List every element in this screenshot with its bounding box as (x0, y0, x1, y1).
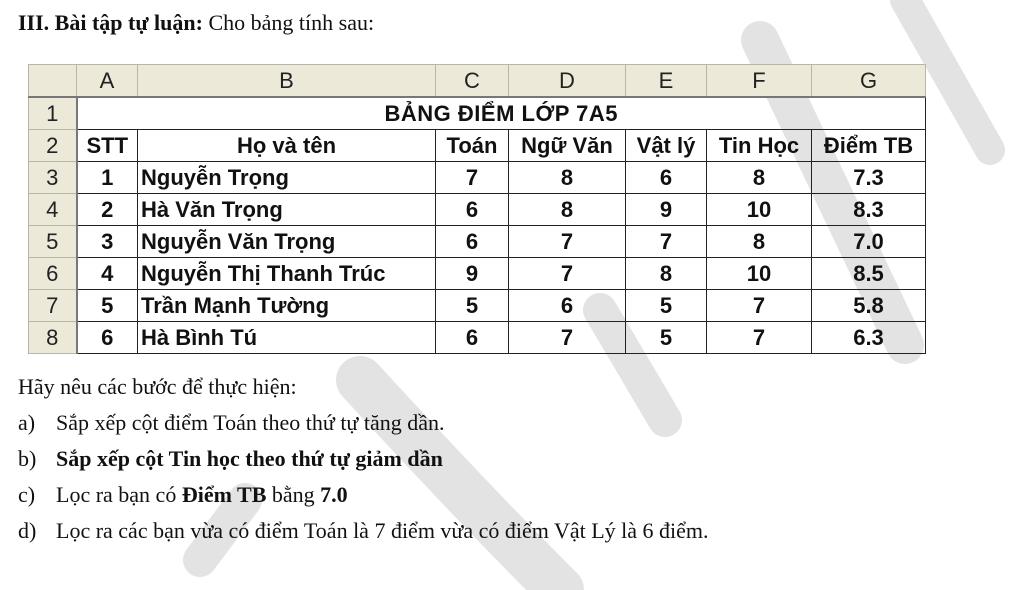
cell-diem-tb[interactable]: 5.8 (812, 290, 926, 322)
cell-tin-hoc[interactable]: 7 (707, 290, 812, 322)
instructions-intro: Hãy nêu các bước để thực hiện: (18, 374, 297, 399)
column-header-g[interactable]: G (812, 65, 926, 98)
cell-name[interactable]: Trần Mạnh Tường (138, 290, 436, 322)
cell-tin-hoc[interactable]: 10 (707, 194, 812, 226)
cell-toan[interactable]: 6 (436, 322, 509, 354)
header-tin-hoc[interactable]: Tin Học (707, 130, 812, 162)
cell-ngu-van[interactable]: 8 (509, 194, 626, 226)
row-header-1[interactable]: 1 (29, 97, 77, 130)
cell-tin-hoc[interactable]: 7 (707, 322, 812, 354)
table-title[interactable]: BẢNG ĐIỂM LỚP 7A5 (77, 97, 926, 130)
cell-name[interactable]: Hà Bình Tú (138, 322, 436, 354)
header-stt[interactable]: STT (77, 130, 138, 162)
cell-ngu-van[interactable]: 6 (509, 290, 626, 322)
instruction-d-text: Lọc ra các bạn vừa có điểm Toán là 7 điểm vừa có điểm Vật Lý là 6 điểm. (56, 518, 709, 543)
sheet-row-7 (29, 290, 926, 322)
instruction-c-marker: c) (18, 482, 36, 507)
spreadsheet-table (28, 64, 926, 354)
instruction-a-marker: a) (18, 410, 36, 435)
row-header-2[interactable]: 2 (29, 130, 77, 162)
cell-vat-ly[interactable]: 7 (626, 226, 707, 258)
cell-vat-ly[interactable]: 9 (626, 194, 707, 226)
cell-toan[interactable]: 6 (436, 194, 509, 226)
instruction-c (18, 480, 348, 510)
cell-toan[interactable]: 5 (436, 290, 509, 322)
heading-prefix: III. Bài tập tự luận: (18, 10, 203, 35)
cell-diem-tb[interactable]: 8.5 (812, 258, 926, 290)
instruction-b-text: Sắp xếp cột Tin học theo thứ tự giảm dần (56, 446, 443, 471)
column-header-b[interactable]: B (138, 65, 436, 98)
row-header-7[interactable]: 7 (29, 290, 77, 322)
cell-tin-hoc[interactable]: 8 (707, 226, 812, 258)
exercise-heading (18, 8, 374, 38)
sheet-row-4 (29, 194, 926, 226)
cell-diem-tb[interactable]: 7.3 (812, 162, 926, 194)
cell-ngu-van[interactable]: 7 (509, 322, 626, 354)
instruction-c-text-mid: bằng (266, 482, 321, 507)
header-toan[interactable]: Toán (436, 130, 509, 162)
instruction-b-marker: b) (18, 446, 37, 471)
instruction-c-field: Điểm TB (181, 482, 267, 507)
cell-vat-ly[interactable]: 5 (626, 290, 707, 322)
column-header-d[interactable]: D (509, 65, 626, 98)
cell-vat-ly[interactable]: 8 (626, 258, 707, 290)
cell-toan[interactable]: 9 (436, 258, 509, 290)
cell-name[interactable]: Nguyễn Thị Thanh Trúc (138, 258, 436, 290)
cell-stt[interactable]: 1 (77, 162, 138, 194)
instruction-a (18, 408, 445, 438)
row-header-8[interactable]: 8 (29, 322, 77, 354)
instruction-c-text-before: Lọc ra bạn có (56, 482, 182, 507)
instruction-d (18, 516, 709, 546)
row-header-3[interactable]: 3 (29, 162, 77, 194)
sheet-row-6 (29, 258, 926, 290)
sheet-row-8 (29, 322, 926, 354)
row-header-6[interactable]: 6 (29, 258, 77, 290)
select-all-corner[interactable] (29, 65, 77, 98)
cell-toan[interactable]: 7 (436, 162, 509, 194)
sheet-row-5 (29, 226, 926, 258)
column-header-c[interactable]: C (436, 65, 509, 98)
instruction-a-text: Sắp xếp cột điểm Toán theo thứ tự tăng dần. (56, 410, 445, 435)
header-ngu-van[interactable]: Ngữ Văn (509, 130, 626, 162)
column-header-e[interactable]: E (626, 65, 707, 98)
instruction-c-value: 7.0 (320, 482, 348, 507)
column-header-row (29, 65, 926, 98)
cell-diem-tb[interactable]: 6.3 (812, 322, 926, 354)
cell-ngu-van[interactable]: 7 (509, 226, 626, 258)
cell-stt[interactable]: 5 (77, 290, 138, 322)
cell-stt[interactable]: 6 (77, 322, 138, 354)
sheet-row-1 (29, 97, 926, 130)
cell-tin-hoc[interactable]: 8 (707, 162, 812, 194)
cell-vat-ly[interactable]: 6 (626, 162, 707, 194)
heading-rest: Cho bảng tính sau: (208, 10, 375, 35)
cell-stt[interactable]: 4 (77, 258, 138, 290)
header-diem-tb[interactable]: Điểm TB (812, 130, 926, 162)
column-header-a[interactable]: A (77, 65, 138, 98)
cell-vat-ly[interactable]: 5 (626, 322, 707, 354)
cell-stt[interactable]: 2 (77, 194, 138, 226)
cell-name[interactable]: Hà Văn Trọng (138, 194, 436, 226)
cell-diem-tb[interactable]: 8.3 (812, 194, 926, 226)
instruction-b (18, 444, 443, 474)
cell-tin-hoc[interactable]: 10 (707, 258, 812, 290)
row-header-4[interactable]: 4 (29, 194, 77, 226)
cell-name[interactable]: Nguyễn Trọng (138, 162, 436, 194)
cell-name[interactable]: Nguyễn Văn Trọng (138, 226, 436, 258)
cell-toan[interactable]: 6 (436, 226, 509, 258)
cell-ngu-van[interactable]: 7 (509, 258, 626, 290)
cell-stt[interactable]: 3 (77, 226, 138, 258)
column-header-f[interactable]: F (707, 65, 812, 98)
row-header-5[interactable]: 5 (29, 226, 77, 258)
cell-ngu-van[interactable]: 8 (509, 162, 626, 194)
sheet-row-3 (29, 162, 926, 194)
header-vat-ly[interactable]: Vật lý (626, 130, 707, 162)
sheet-row-2 (29, 130, 926, 162)
cell-diem-tb[interactable]: 7.0 (812, 226, 926, 258)
instruction-d-marker: d) (18, 518, 37, 543)
header-ho-va-ten[interactable]: Họ và tên (138, 130, 436, 162)
